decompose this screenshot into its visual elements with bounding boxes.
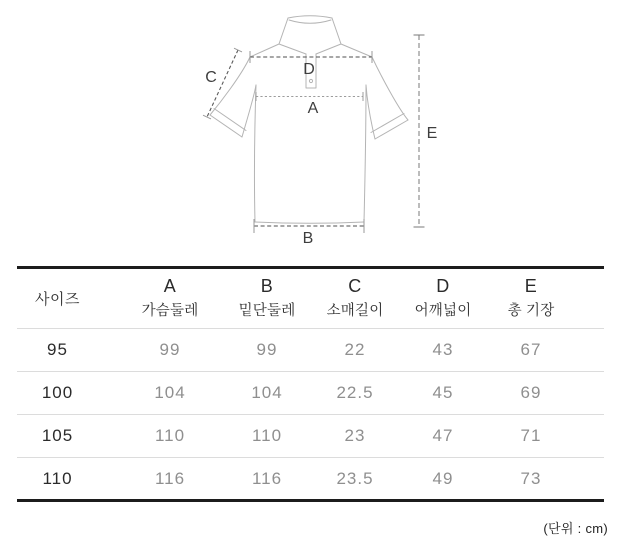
dimension-line-e <box>414 35 425 227</box>
header-letter-b: B <box>260 275 274 296</box>
size-value: 100 <box>41 383 74 402</box>
measure-e: 73 <box>520 468 542 488</box>
measure-c: 22.5 <box>336 383 374 402</box>
size-value: 105 <box>41 426 74 445</box>
measure-a: 116 <box>154 468 186 488</box>
dimension-label-e: E <box>426 125 438 142</box>
header-letter-a: A <box>163 275 177 296</box>
measure-d: 49 <box>432 468 454 488</box>
measure-c: 23 <box>344 426 366 445</box>
measure-c: 23.5 <box>336 468 374 488</box>
header-letter-c: C <box>348 275 362 296</box>
measure-a: 110 <box>154 426 186 445</box>
header-letter-e: E <box>524 275 538 296</box>
dimension-label-a: A <box>307 100 319 117</box>
header-name-a: 가슴둘레 <box>141 303 199 320</box>
header-col-c <box>312 268 398 329</box>
measure-a: 104 <box>154 383 186 402</box>
dimension-label-d: D <box>303 61 315 78</box>
header-name-c: 소매길이 <box>326 303 384 320</box>
header-letter-d: D <box>436 275 450 296</box>
header-name-b: 밑단둘레 <box>238 303 296 320</box>
size-table <box>17 266 604 502</box>
table-row-size-105 <box>17 415 604 458</box>
measure-e: 71 <box>520 426 542 445</box>
size-table-header-row <box>17 268 604 329</box>
measure-b: 104 <box>251 383 283 402</box>
measure-b: 116 <box>251 468 283 488</box>
measure-e: 67 <box>520 340 542 359</box>
measure-b: 99 <box>256 340 278 359</box>
table-row-size-95 <box>17 329 604 372</box>
measure-a: 99 <box>159 340 181 359</box>
measure-d: 47 <box>432 426 454 445</box>
header-size: 사이즈 <box>35 291 80 308</box>
header-col-a <box>118 268 222 329</box>
size-value: 95 <box>47 340 68 359</box>
polo-shirt-diagram <box>0 0 621 262</box>
header-name-e: 총 기장 <box>507 303 555 320</box>
header-name-d: 어깨넓이 <box>414 303 472 320</box>
measure-e: 69 <box>520 383 542 402</box>
left-sleeve-outline <box>210 57 256 137</box>
unit-note: (단위 : cm) <box>543 521 608 536</box>
shoulder-seams <box>250 44 372 57</box>
collar-outline <box>279 16 341 54</box>
table-row-size-110 <box>17 458 604 501</box>
header-col-e <box>488 268 604 329</box>
size-value: 110 <box>42 468 73 488</box>
header-col-d <box>398 268 488 329</box>
measure-c: 22 <box>344 340 366 359</box>
right-sleeve-outline <box>366 57 408 139</box>
header-col-b <box>222 268 312 329</box>
measure-b: 110 <box>251 426 283 445</box>
table-row-size-100 <box>17 372 604 415</box>
dimension-label-b: B <box>302 230 314 247</box>
measure-d: 45 <box>432 383 454 402</box>
measure-d: 43 <box>432 340 454 359</box>
dimension-label-c: C <box>205 69 217 86</box>
